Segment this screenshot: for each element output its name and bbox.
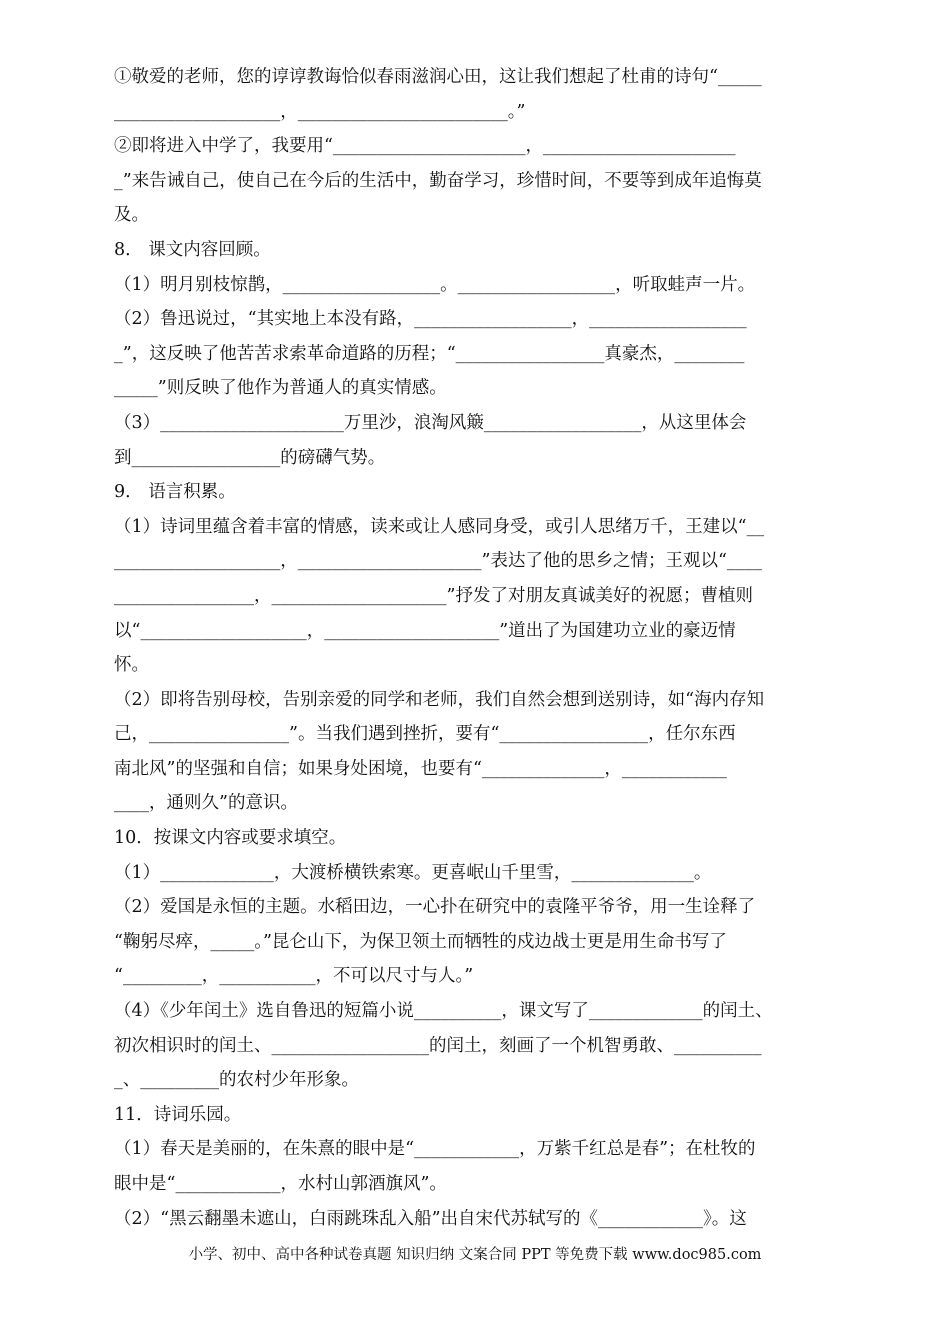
text-line: ②即将进入中学了，我要用“______________________，______________________: [114, 136, 736, 157]
text-line: （2）“黑云翻墨未遮山，白雨跳珠乱入船”出自宋代苏轼写的《____________》。这: [114, 1208, 747, 1229]
text-line: （1）_____________，大渡桥横铁索寒。更喜岷山千里雪，______________。: [114, 862, 712, 883]
text-line: 10．按课文内容或要求填空。: [114, 828, 347, 849]
text-line: （4）《少年闰土》选自鲁迅的短篇小说__________，课文写了_____________的闰土、: [114, 1001, 773, 1022]
text-line: 己，________________”。当我们遇到挫折，要有“_________________，任尔东西: [114, 724, 736, 745]
text-line: 8． 课文内容回顾。: [114, 239, 271, 260]
text-line: ___________________，_____________________”表达了他的思乡之情；王观以“____: [114, 551, 762, 572]
text-line: 眼中是“____________，水村山郭酒旗风”。: [114, 1174, 447, 1194]
text-line: _、_________的农村少年形象。: [114, 1070, 359, 1091]
text-line: 南北风”的坚强和自信；如果身处困境，也要有“______________，____________: [114, 758, 727, 779]
text-line: （3）_____________________万里沙，浪淘风簸__________________，从这里体会: [114, 412, 747, 433]
text-line: ①敬爱的老师，您的谆谆教诲恰似春雨滋润心田，这让我们想起了杜甫的诗句“_____: [114, 67, 762, 87]
text-line: _____”则反映了他作为普通人的真实情感。: [114, 378, 447, 399]
text-line: （2）即将告别母校，告别亲爱的同学和老师，我们自然会想到送别诗，如“海内存知: [114, 689, 765, 710]
text-line: （2）爱国是永恒的主题。水稻田边，一心扑在研究中的袁隆平爷爷，用一生诠释了: [114, 897, 756, 918]
text-line: ________________，____________________”抒发了对朋友真诚美好的祝愿；曹植则: [114, 585, 753, 606]
text-line: 9． 语言积累。: [114, 482, 236, 503]
text-line: 怀。: [114, 655, 149, 676]
text-line: 初次相识时的闰土、__________________的闰土，刻画了一个机智勇敢、__________: [114, 1035, 762, 1056]
text-line: ____，通则久”的意识。: [114, 793, 298, 814]
text-line: _”来告诫自己，使自己在今后的生活中，勤奋学习，珍惜时间，不要等到成年追悔莫: [114, 170, 762, 191]
page-footer: 小学、初中、高中各种试卷真题 知识归纳 文案合同 PPT 等免费下载 www.doc985.com: [188, 1247, 762, 1263]
document-page: [114, 60, 834, 1236]
text-line: 及。: [114, 205, 149, 226]
text-line: ___________________，________________________。”: [114, 101, 526, 122]
text-line: （1）明月别枝惊鹊，__________________。__________________，听取蛙声一片。: [114, 274, 756, 295]
text-line: （1）诗词里蕴含着丰富的情感，读来或让人感同身受，或引人思绪万千，王建以“__: [114, 516, 765, 537]
text-line: 到_________________的磅礴气势。: [114, 447, 386, 468]
text-line: 以“___________________，____________________”道出了为国建功立业的豪迈情: [114, 620, 736, 641]
text-line: （2）鲁迅说过，“其实地上本没有路，__________________，__________________: [114, 309, 747, 330]
text-line: 11．诗词乐园。: [114, 1104, 242, 1125]
text-line: “鞠躬尽瘁，_____。”昆仑山下，为保卫领土而牺牲的戍边战士更是用生命书写了: [114, 931, 727, 952]
text-line: （1）春天是美丽的，在朱熹的眼中是“____________，万紫千红总是春”；在杜牧的: [114, 1139, 756, 1160]
text-line: _”，这反映了他苦苦求索革命道路的历程；“_________________真豪杰，________: [114, 343, 745, 364]
text-line: “_________，___________，不可以尺寸与人。”: [114, 966, 474, 987]
